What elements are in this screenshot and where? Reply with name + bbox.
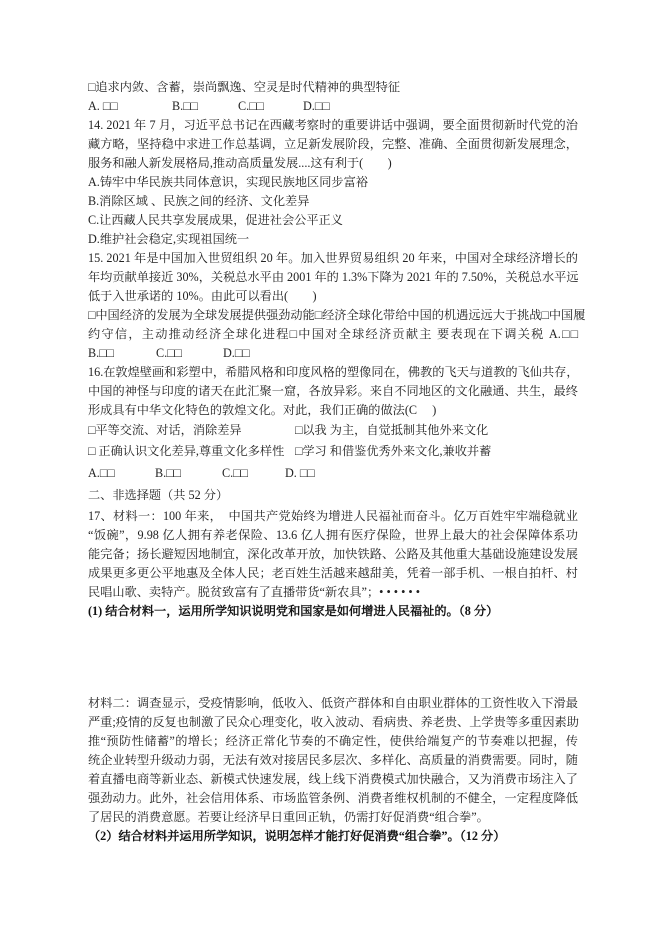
q14-choice-a: A.铸牢中华民族共同体意识，实现民族地区同步富裕 [88, 175, 368, 189]
q16-statements-row [88, 421, 578, 439]
q17-material2-line: 统企业转型升级动力弱，无法有效对接居民多层次、多样化、高质量的消费需要。同时，随 [88, 753, 578, 767]
q16-option-c: C.□□ [222, 466, 248, 480]
q16-statement-2: □以我 为主，自觉抵制其他外来文化 [295, 423, 489, 437]
q15-statements: □中国经济的发展为全球发展提供强劲动能□经济全球化带给中国的机遇远远大于挑战□中国履 [88, 308, 586, 322]
q17-material1-line: 17、材料一：100 年来， 中国共产党始终为增进人民福祉而奋斗。亿万百姓牢牢端稳就业 [88, 509, 578, 523]
q14-line: 服务和融人新发展格局,推动高质量发展....这有利于( ) [88, 156, 392, 170]
q16-line: 形成具有中华文化特色的敦煌文化。对此，我们正确的做法(C ) [88, 403, 437, 417]
q17-sub-question-2: （2）结合材料并运用所学知识，说明怎样才能打好促消费“组合拳”。（12 分） [88, 829, 506, 843]
q17-material1-line: 能完备；扬长避短因地制宜，深化改革开放，加快铁路、公路及其他重大基础设施建设发展 [88, 547, 578, 561]
q17-material2-line: 着直播电商等新业态、新模式快速发展，线上线下消费模式加快融合，又为消费市场注入了 [88, 772, 578, 786]
q15-option-d: D.□□ [223, 346, 250, 360]
q16-statement-3: □ 正确认识文化差异,尊重文化多样性 [88, 444, 285, 458]
q14-line: 藏方略，坚持稳中求进工作总基调，立足新发展阶段，完整、准确、全面贯彻新发展理念， [88, 137, 578, 151]
q15-statements: 约守信，主动推动经济全球化进程□中国对全球经济贡献主 要表现在下调关税 A.□□ [88, 327, 578, 341]
q16-option-a: A.□□ [88, 466, 115, 480]
q17-sub-question-1: (1) 结合材料一，运用所学知识说明党和国家是如何增进人民福祉的。（8 分） [88, 604, 499, 618]
q13-option-a: A. □□ [88, 99, 118, 113]
q16-statement-4: □学习 和借鉴优秀外来文化,兼收并蓄 [295, 444, 492, 458]
q16-option-d: D. □□ [285, 466, 315, 480]
q17-material1-line: “饭碗”，9.98 亿人拥有养老保险、13.6 亿人拥有医疗保险，世界上最大的社会保障体系功 [88, 528, 578, 542]
q15-line: 低于入世承诺的 10%。由此可以看出( ) [88, 289, 317, 303]
q14-choice-d: D.维护社会稳定,实现祖国统一 [88, 232, 250, 246]
q17-material1-line: 民唱山歌、卖特产。脱贫致富有了直播带货“新农具”；• • • • • • [88, 585, 420, 599]
q16-line: 中国的神怪与印度的诸天在此汇聚一窟，各放异彩。来自不同地区的文化融通、共生，最终 [88, 384, 578, 398]
q16-line: 16.在敦煌壁画和彩塑中，希腊风格和印度风格的塑像同在，佛教的飞天与道教的飞仙共存， [88, 365, 579, 379]
q17-material2-line: 严重;疫情的反复也制激了民众心理变化，收入波动、看病贵、养老贵、上学贵等多重因素助 [88, 715, 579, 729]
q15-line: 年均贡献单接近 30%，关税总水平由 2001 年的 1.3%下降为 2021 年的 7.50%，关税总水平远 [88, 270, 579, 284]
q15-line: 15. 2021 年是中国加入世贸组织 20 年。加入世界贸易组织 20 年来，中国对全球经济增长的 [88, 251, 578, 265]
q16-statements-row [88, 442, 578, 460]
q13-option-d: D.□□ [303, 99, 330, 113]
q17-material2-line: 推“预防性储蓄”的增长；经济正常化节奏的不确定性，使供给端复产的节奏难以把握，传 [88, 734, 578, 748]
q16-options [88, 464, 388, 482]
q17-material1-line: 成果更多更公平地惠及全体人民；老百姓生活越来越甜美，凭着一部手机、一根自拍杆、村 [88, 566, 578, 580]
q13-statement: □追求内敛、含蓄，崇尚飘逸、空灵是时代精神的典型特征 [88, 80, 401, 94]
q13-option-b: B.□□ [172, 99, 198, 113]
q13-options [88, 97, 488, 115]
q17-material2-line: 了居民的消费意愿。若要让经济早日重回正轨，仍需打好促消费“组合拳”。 [88, 810, 489, 824]
q16-option-b: B.□□ [155, 466, 181, 480]
section-heading: 二、非选择题（共 52 分） [88, 488, 229, 502]
q17-material2-line: 强劲动力。此外，社会信用体系、市场监管条例、消费者维权机制的不健全，一定程度降低 [88, 791, 578, 805]
q14-choice-c: C.让西藏人民共享发展成果，促进社会公平正义 [88, 213, 343, 227]
q14-choice-b: B.消除区域 、民族之间的经济、文化差异 [88, 194, 310, 208]
q16-statement-1: □平等交流、对话，消除差异 [88, 423, 242, 437]
q15-option-b: B.□□ [88, 346, 114, 360]
q14-line: 14. 2021 年 7 月，习近平总书记在西藏考察时的重要讲话中强调，要全面贯彻新时代党的治 [88, 118, 578, 132]
q15-options [88, 344, 388, 362]
q13-option-c: C.□□ [238, 99, 264, 113]
q15-option-c: C.□□ [156, 346, 182, 360]
q17-material2-line: 材料二：调查显示，受疫情影响，低收入、低资产群体和自由职业群体的工资性收入下滑最 [88, 696, 578, 710]
